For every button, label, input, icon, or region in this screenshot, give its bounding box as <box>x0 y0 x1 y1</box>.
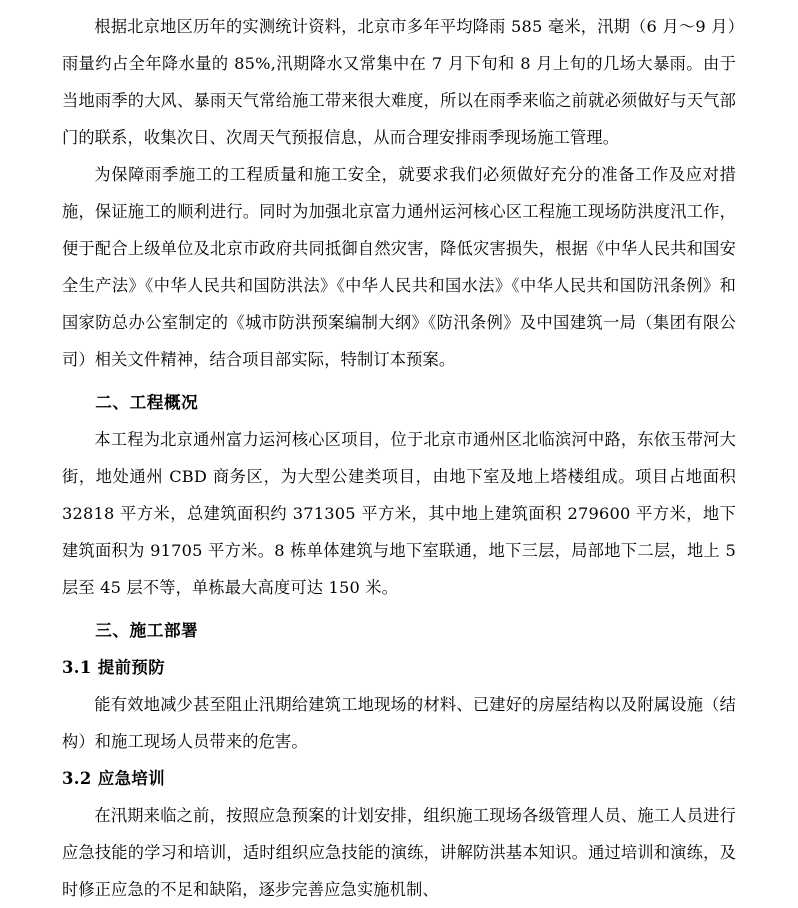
paragraph-advance-prevention-body: 能有效地减少甚至阻止汛期给建筑工地现场的材料、已建好的房屋结构以及附属设施（结构）和施工现场人员带来的危害。 <box>62 695 736 751</box>
subheading-advance-prevention: 3.1 提前预防 <box>62 658 165 677</box>
paragraph-emergency-training-body: 在汛期来临之前，按照应急预案的计划安排，组织施工现场各级管理人员、施工人员进行应急技能的学习和培训，适时组织应急技能的演练，讲解防洪基本知识。通过培训和演练，及时修正应急的不足和缺陷，逐步完善应急实施机制、 <box>62 806 736 899</box>
subheading-emergency-training: 3.2 应急培训 <box>62 769 165 788</box>
heading-construction-deployment: 三、施工部署 <box>95 620 199 640</box>
heading-project-overview: 二、工程概况 <box>95 392 199 412</box>
paragraph-project-description: 本工程为北京通州富力运河核心区项目，位于北京市通州区北临滨河中路，东依玉带河大街，地处通州 CBD 商务区，为大型公建类项目，由地下室及地上塔楼组成。项目占地面积 32818 平方米，总建筑面积约 371305 平方米，其中地上建筑面积 279600 平方米，地下建筑面积为 91705 平方米。8 栋单体建筑与地下室联通，地下三层，局部地下二层，地上 5 层至 45 层不等，单栋最大高度可达 150 米。 <box>62 430 736 597</box>
paragraph-rainfall-statistics: 根据北京地区历年的实测统计资料，北京市多年平均降雨 585 毫米，汛期（6 月～9 月）雨量约占全年降水量的 85%,汛期降水又常集中在 7 月下旬和 8 月上旬的几场大暴雨。由于当地雨季的大风、暴雨天气常给施工带来很大难度，所以在雨季来临之前就必须做好与天气部门的联系，收集次日、次周天气预报信息，从而合理安排雨季现场施工管理。 <box>62 17 736 147</box>
paragraph-flood-prevention-basis: 为保障雨季施工的工程质量和施工安全，就要求我们必须做好充分的准备工作及应对措施，保证施工的顺利进行。同时为加强北京富力通州运河核心区工程施工现场防洪度汛工作，便于配合上级单位及北京市政府共同抵御自然灾害，降低灾害损失，根据《中华人民共和国安全生产法》《中华人民共和国防洪法》《中华人民共和国水法》《中华人民共和国防汛条例》和国家防总办公室制定的《城市防洪预案编制大纲》《防汛条例》及中国建筑一局（集团有限公司）相关文件精神，结合项目部实际，特制订本预案。 <box>62 165 736 369</box>
